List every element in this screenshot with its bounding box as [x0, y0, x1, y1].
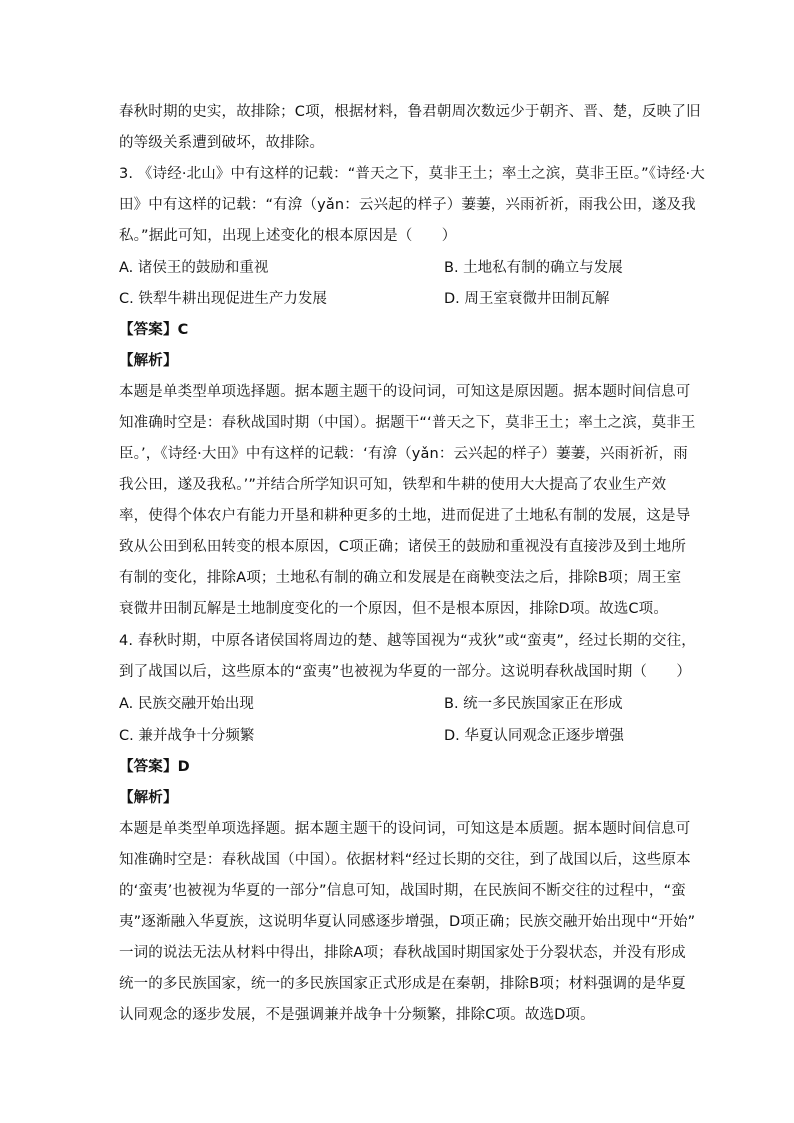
q4-option-a: A. 民族交融开始出现	[119, 696, 254, 712]
question-4-stem: 4. 春秋时期，中原各诸侯国将周边的楚、越等国视为“戎狄”或“蛮夷”，经过长期的交往，	[119, 633, 696, 649]
q3-analysis-line: 臣。’，《诗经·大田》中有这样的记载：‘有渰（yǎn：云兴起的样子）萋萋，兴雨祈祈，雨	[119, 446, 688, 462]
q3-answer: 【答案】C	[119, 322, 189, 338]
q3-analysis-line: 知准确时空是：春秋战国时期（中国）。据题干“‘普天之下，莫非王土；率土之滨，莫非王	[119, 415, 696, 431]
q3-option-d: D. 周王室衰微井田制瓦解	[444, 291, 610, 307]
q4-option-c: C. 兼并战争十分频繁	[119, 728, 255, 744]
q4-analysis-line: 认同观念的逐步发展，不是强调兼并战争十分频繁，排除C项。故选D项。	[119, 1007, 595, 1023]
question-3-stem: 私。”据此可知，出现上述变化的根本原因是（ ）	[119, 228, 457, 244]
q3-option-a: A. 诸侯王的鼓励和重视	[119, 260, 269, 276]
q4-answer: 【答案】D	[119, 759, 190, 775]
q4-analysis-line: 夷”逐渐融入华夏族，这说明华夏认同感逐步增强，D项正确；民族交融开始出现中“开始”	[119, 914, 696, 930]
q3-analysis-line: 本题是单类型单项选择题。据本题主题干的设问词，可知这是原因题。据本题时间信息可	[119, 384, 691, 400]
text-line: 的等级关系遭到破坏，故排除。	[119, 135, 325, 151]
q4-analysis-line: 的‘蛮夷’也被视为华夏的一部分”信息可知，战国时期，在民族间不断交往的过程中，“蛮	[119, 883, 686, 899]
q4-analysis-label: 【解析】	[119, 790, 178, 806]
q4-option-d: D. 华夏认同观念正逐步增强	[444, 728, 624, 744]
question-4-stem: 到了战国以后，这些原本的“蛮夷”也被视为华夏的一部分。这说明春秋战国时期（ ）	[119, 664, 692, 680]
q3-analysis-line: 致从公田到私田转变的根本原因，C项正确；诸侯王的鼓励和重视没有直接涉及到土地所	[119, 539, 686, 555]
q3-analysis-line: 衰微井田制瓦解是土地制度变化的一个原因，但不是根本原因，排除D项。故选C项。	[119, 601, 668, 617]
q4-analysis-line: 知准确时空是：春秋战国（中国）。依据材料“经过长期的交往，到了战国以后，这些原本	[119, 852, 691, 868]
q4-analysis-line: 一词的说法无法从材料中得出，排除A项；春秋战国时期国家处于分裂状态，并没有形成	[119, 945, 686, 961]
q3-analysis-label: 【解析】	[119, 353, 178, 369]
q4-analysis-line: 本题是单类型单项选择题。据本题主题干的设问词，可知这是本质题。据本题时间信息可	[119, 821, 691, 837]
question-3-stem: 3. 《诗经·北山》中有这样的记载：“普天之下，莫非王土；率土之滨，莫非王臣。”《诗经·大	[119, 166, 705, 182]
q4-analysis-line: 统一的多民族国家，统一的多民族国家正式形成是在秦朝，排除B项；材料强调的是华夏	[119, 976, 686, 992]
q3-analysis-line: 率，使得个体农户有能力开垦和耕种更多的土地，进而促进了土地私有制的发展，这是导	[119, 508, 691, 524]
q3-analysis-line: 有制的变化，排除A项；土地私有制的确立和发展是在商鞅变法之后，排除B项；周王室	[119, 570, 682, 586]
q3-analysis-line: 我公田，遂及我私。’”并结合所学知识可知，铁犁和牛耕的使用大大提高了农业生产效	[119, 477, 667, 493]
q3-option-c: C. 铁犁牛耕出现促进生产力发展	[119, 291, 327, 307]
q4-option-b: B. 统一多民族国家正在形成	[444, 696, 623, 712]
q3-option-b: B. 土地私有制的确立与发展	[444, 260, 623, 276]
text-line: 春秋时期的史实，故排除；C项，根据材料，鲁君朝周次数远少于朝齐、晋、楚，反映了旧	[119, 104, 701, 120]
question-3-stem: 田》中有这样的记载：“有渰（yǎn：云兴起的样子）萋萋，兴雨祈祈，雨我公田，遂及我	[119, 197, 696, 213]
